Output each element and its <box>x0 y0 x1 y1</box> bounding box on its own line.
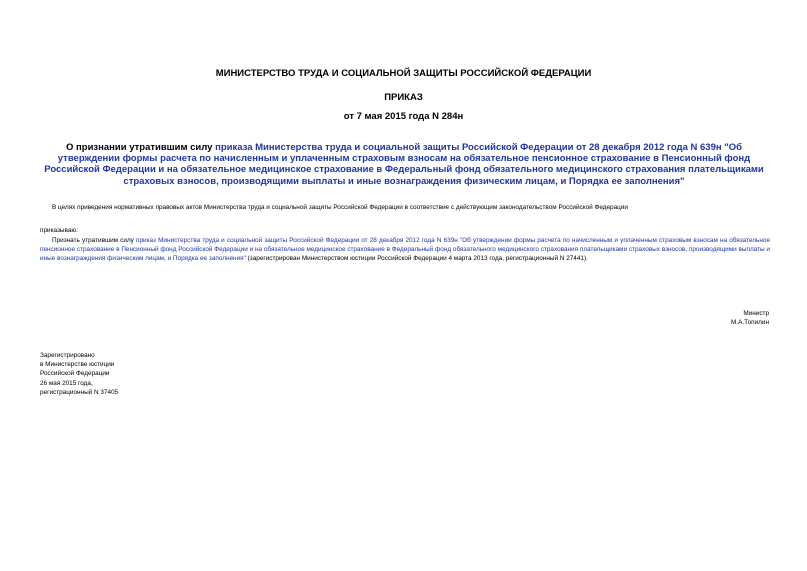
intro-paragraph: В целях приведения нормативных правовых актов Министерства труда и социальной защиты Российской Федерации в соответствие с действующим законодательством Российской Федерации <box>52 204 628 211</box>
signature-block <box>731 309 769 327</box>
main-paragraph <box>40 236 770 263</box>
main-prefix: Признать утратившим силу <box>52 237 137 244</box>
ministry-heading: МИНИСТЕРСТВО ТРУДА И СОЦИАЛЬНОЙ ЗАЩИТЫ РОССИЙСКОЙ ФЕДЕРАЦИИ <box>215 68 592 79</box>
registration-line: Зарегистрировано <box>40 352 95 359</box>
registration-line: Российской Федерации <box>40 370 110 378</box>
signature-name: М.А.Топилин <box>731 319 769 326</box>
document-type-heading: ПРИКАЗ <box>384 92 423 103</box>
registration-line: 26 мая 2015 года, <box>40 379 93 387</box>
signature-position: Министр <box>743 310 769 317</box>
document-date-number: от 7 мая 2015 года N 284н <box>343 111 464 122</box>
main-suffix: (зарегистрирован Министерством юстиции Российской Федерации 4 марта 2013 года, регистрационный N 27441). <box>245 255 588 262</box>
orders-word: приказываю: <box>40 227 78 234</box>
document-title <box>36 142 772 187</box>
title-prefix: О признании утратившим силу <box>66 142 216 153</box>
registration-line: регистрационный N 37405 <box>40 388 119 396</box>
title-order-link[interactable]: приказа Министерства труда и социальной защиты Российской Федерации от 28 декабря 2012 года N 639н "Об утверждении формы расчета по начисленным и уплаченным страховым взносам на обязательное пенсионное страхование в Пенсионный фонд Российской Федерации и на обязательное медицинское страхование в Федеральный фонд обязательного медицинского страхования плательщиками страховых взносов, производящими выплаты и иные вознаграждения физическим лицам, и Порядка ее заполнения" <box>44 142 764 187</box>
registration-line: в Министерстве юстиции <box>40 361 115 369</box>
registration-block <box>40 351 118 397</box>
main-order-link[interactable]: приказ Министерства труда и социальной защиты Российской Федерации от 28 декабря 2012 года N 639н "Об утверждении формы расчета по начисленным и уплаченным страховым взносам на обязательное пенсионное страхование в Пенсионный фонд Российской Федерации и на обязательное медицинское страхование в Федеральный фонд обязательного медицинского страхования плательщиками страховых взносов, производящими выплаты и иные вознаграждения физическим лицам, и Порядка ее заполнения" <box>40 237 771 262</box>
